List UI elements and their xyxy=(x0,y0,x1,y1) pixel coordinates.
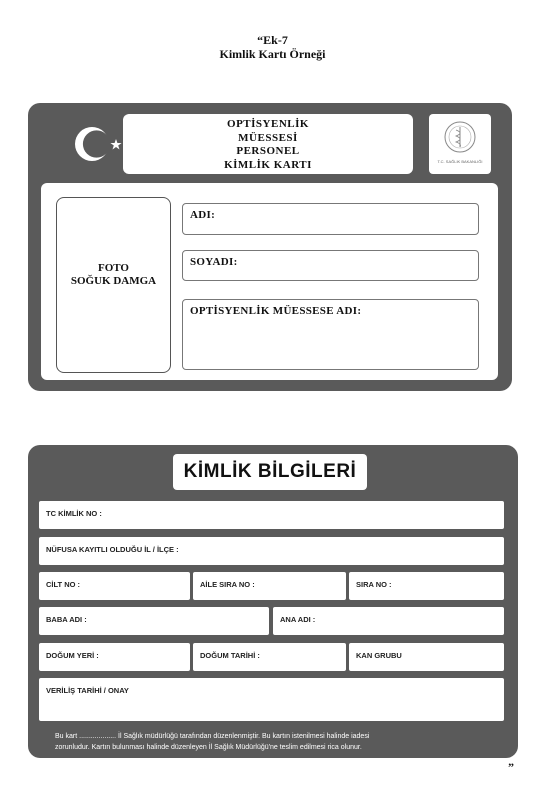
ministry-caption: T.C. SAĞLIK BAKANLIĞI xyxy=(437,159,483,164)
seq-no-field: SIRA NO : xyxy=(349,572,504,600)
family-no-field: AİLE SIRA NO : xyxy=(193,572,346,600)
card-title-line: OPTİSYENLİK xyxy=(227,118,309,130)
ministry-logo xyxy=(429,114,491,174)
mother-name-field: ANA ADI : xyxy=(273,607,504,635)
card-title xyxy=(123,114,413,174)
card-title-line: PERSONEL xyxy=(236,145,300,157)
card-front-body xyxy=(41,183,498,380)
footer-line: zorunludur. Kartın bulunması halinde düzenleyen İl Sağlık Müdürlüğü'ne teslim edilmesi rica olunur. xyxy=(55,744,362,751)
annex-label: “Ek-7 xyxy=(257,33,288,47)
stamp-label: SOĞUK DAMGA xyxy=(70,275,157,287)
card-title-line: KİMLİK KARTI xyxy=(224,158,312,171)
photo-placeholder xyxy=(56,197,171,373)
photo-label: FOTO xyxy=(98,262,129,274)
card-title-line: MÜESSESİ xyxy=(238,131,298,144)
father-name-field: BABA ADI : xyxy=(39,607,269,635)
blood-type-field: KAN GRUBU xyxy=(349,643,504,671)
id-card-back xyxy=(28,445,518,758)
name-field: ADI: xyxy=(182,203,479,235)
card-footer-note xyxy=(55,731,505,753)
id-card-front xyxy=(28,103,512,391)
document-title: Kimlik Kartı Örneği xyxy=(219,47,326,61)
back-card-title: KİMLİK BİLGİLERİ xyxy=(173,454,367,490)
birth-place-field: DOĞUM YERİ : xyxy=(39,643,190,671)
business-name-field: OPTİSYENLİK MÜESSESE ADI: xyxy=(182,299,479,370)
volume-no-field: CİLT NO : xyxy=(39,572,190,600)
issue-date-field: VERİLİŞ TARİHİ / ONAY xyxy=(39,678,504,721)
surname-field: SOYADI: xyxy=(182,250,479,281)
health-ministry-emblem-icon xyxy=(429,116,491,160)
registry-field: NÜFUSA KAYITLI OLDUĞU İL / İLÇE : xyxy=(39,537,504,565)
footer-line: Bu kart ................... İl Sağlık müdürlüğü tarafından düzenlenmiştir. Bu kartın istenilmesi halinde iadesi xyxy=(55,733,370,740)
closing-quote: ” xyxy=(508,760,514,774)
tc-id-field: TC KİMLİK NO : xyxy=(39,501,504,529)
birth-date-field: DOĞUM TARİHİ : xyxy=(193,643,346,671)
